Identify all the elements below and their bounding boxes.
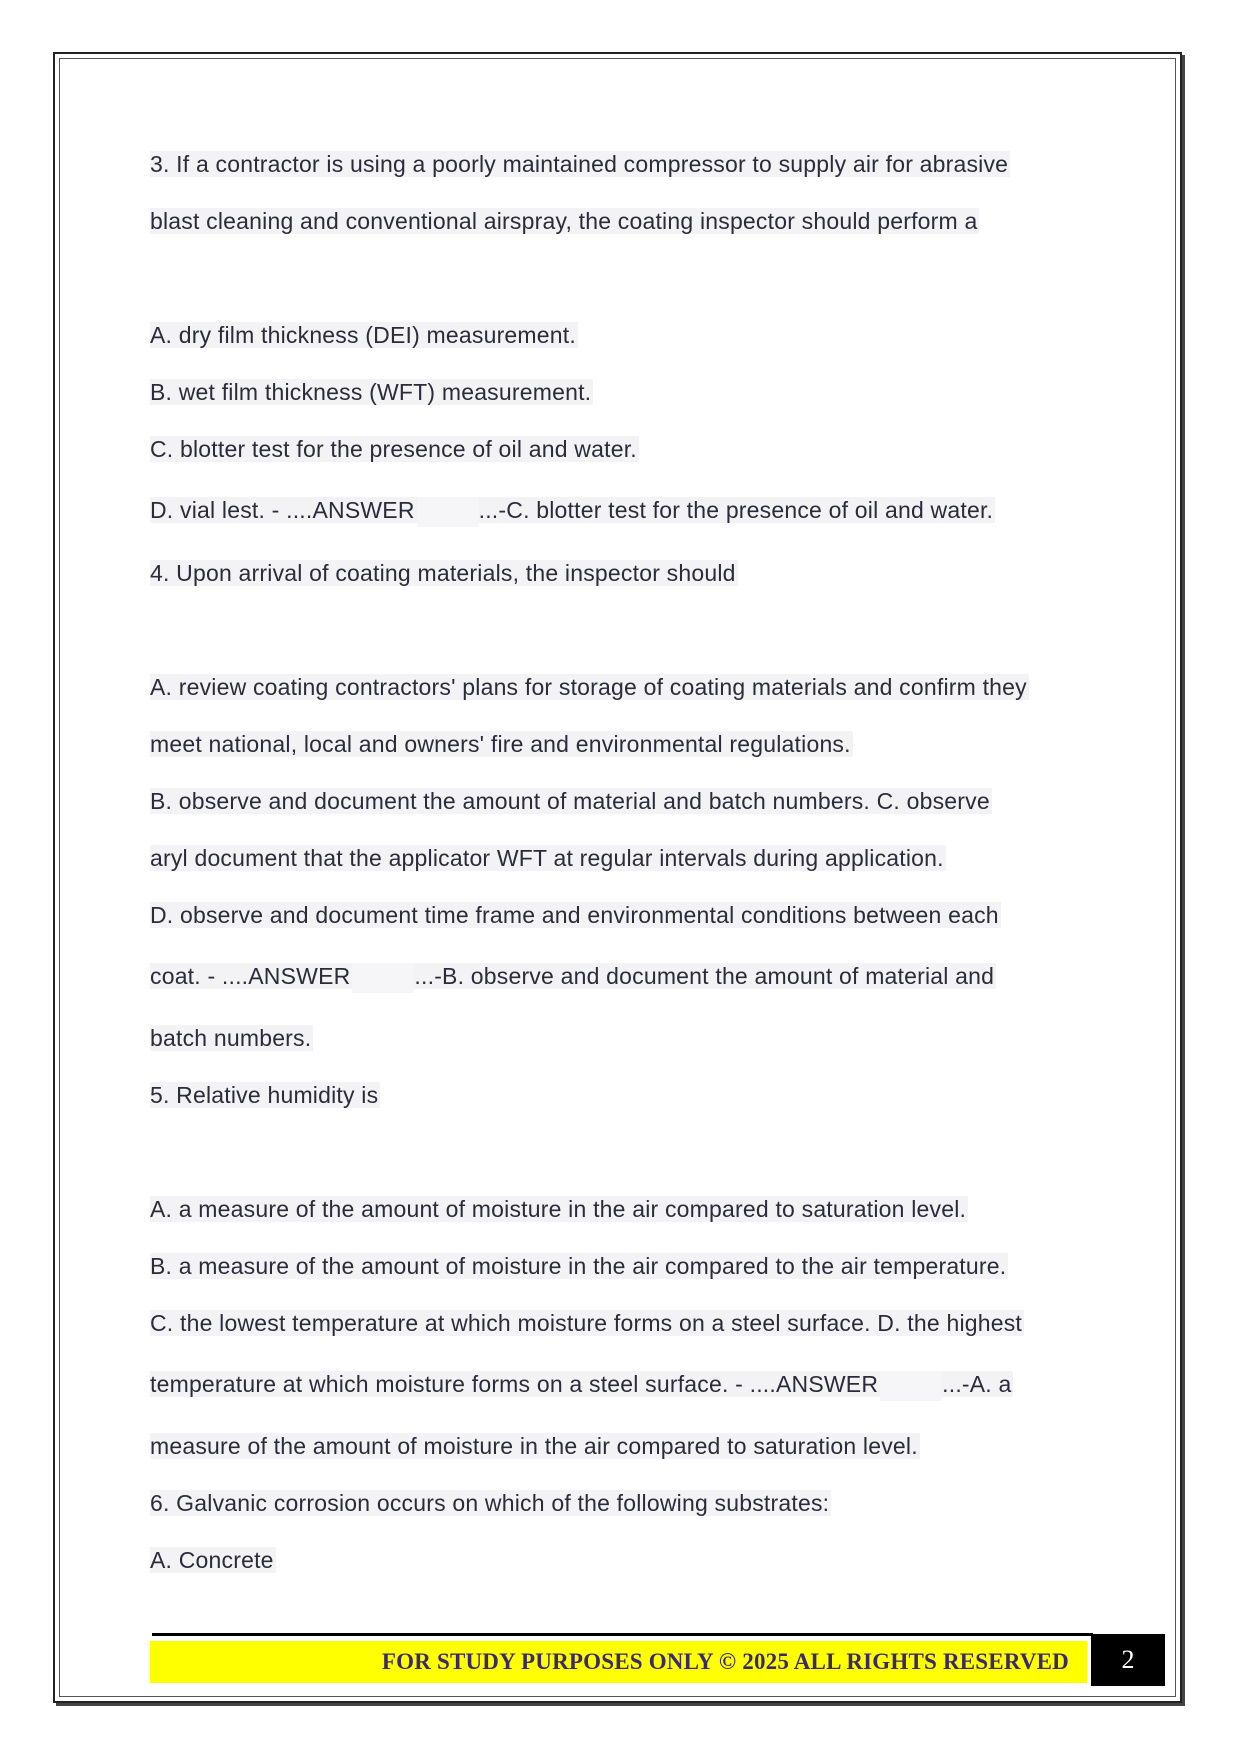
q4-line-6-answer: coat. - ....ANSWER ...-B. observe and document the amount of material and [150,960,996,993]
q6-option-a: A. Concrete [150,1547,274,1573]
footer-text: FOR STUDY PURPOSES ONLY © 2025 ALL RIGHTS RESERVED [381,1649,1069,1674]
footer-band [150,1641,1087,1683]
q4-line-7: batch numbers. [150,1025,312,1051]
q4-line-2: meet national, local and owners' fire and environmental regulations. [150,731,851,757]
q3-option-a: A. dry film thickness (DEI) measurement. [150,322,576,348]
q5-line-2: B. a measure of the amount of moisture in the air compared to the air temperature. [150,1253,1007,1279]
footer-rule [152,1633,1093,1636]
q4-line-4: aryl document that the applicator WFT at regular intervals during application. [150,845,944,871]
q4-line-3: B. observe and document the amount of material and batch numbers. C. observe [150,788,990,814]
q3-option-b: B. wet film thickness (WFT) measurement. [150,379,592,405]
q5-stem: 5. Relative humidity is [150,1082,379,1108]
q3-option-d-answer: D. vial lest. - ....ANSWER ...-C. blotter test for the presence of oil and water. [150,494,995,527]
q6-stem: 6. Galvanic corrosion occurs on which of the following substrates: [150,1490,830,1516]
page-number: 2 [1091,1634,1165,1686]
q4-line-1: A. review coating contractors' plans for storage of coating materials and confirm they [150,674,1027,700]
q5-line-4-answer: temperature at which moisture forms on a steel surface. - ....ANSWER ...-A. a [150,1368,1013,1401]
q5-line-3: C. the lowest temperature at which moisture forms on a steel surface. D. the highest [150,1310,1023,1336]
q3-stem-line-2: blast cleaning and conventional airspray, the coating inspector should perform a [150,208,978,234]
q3-stem-line-1: 3. If a contractor is using a poorly maintained compressor to supply air for abrasive [150,151,1009,177]
q5-line-1: A. a measure of the amount of moisture in the air compared to saturation level. [150,1196,967,1222]
q4-stem: 4. Upon arrival of coating materials, the inspector should [150,560,736,586]
q4-line-5: D. observe and document time frame and environmental conditions between each [150,902,999,928]
q5-line-5: measure of the amount of moisture in the air compared to saturation level. [150,1433,918,1459]
q3-option-c: C. blotter test for the presence of oil and water. [150,436,637,462]
